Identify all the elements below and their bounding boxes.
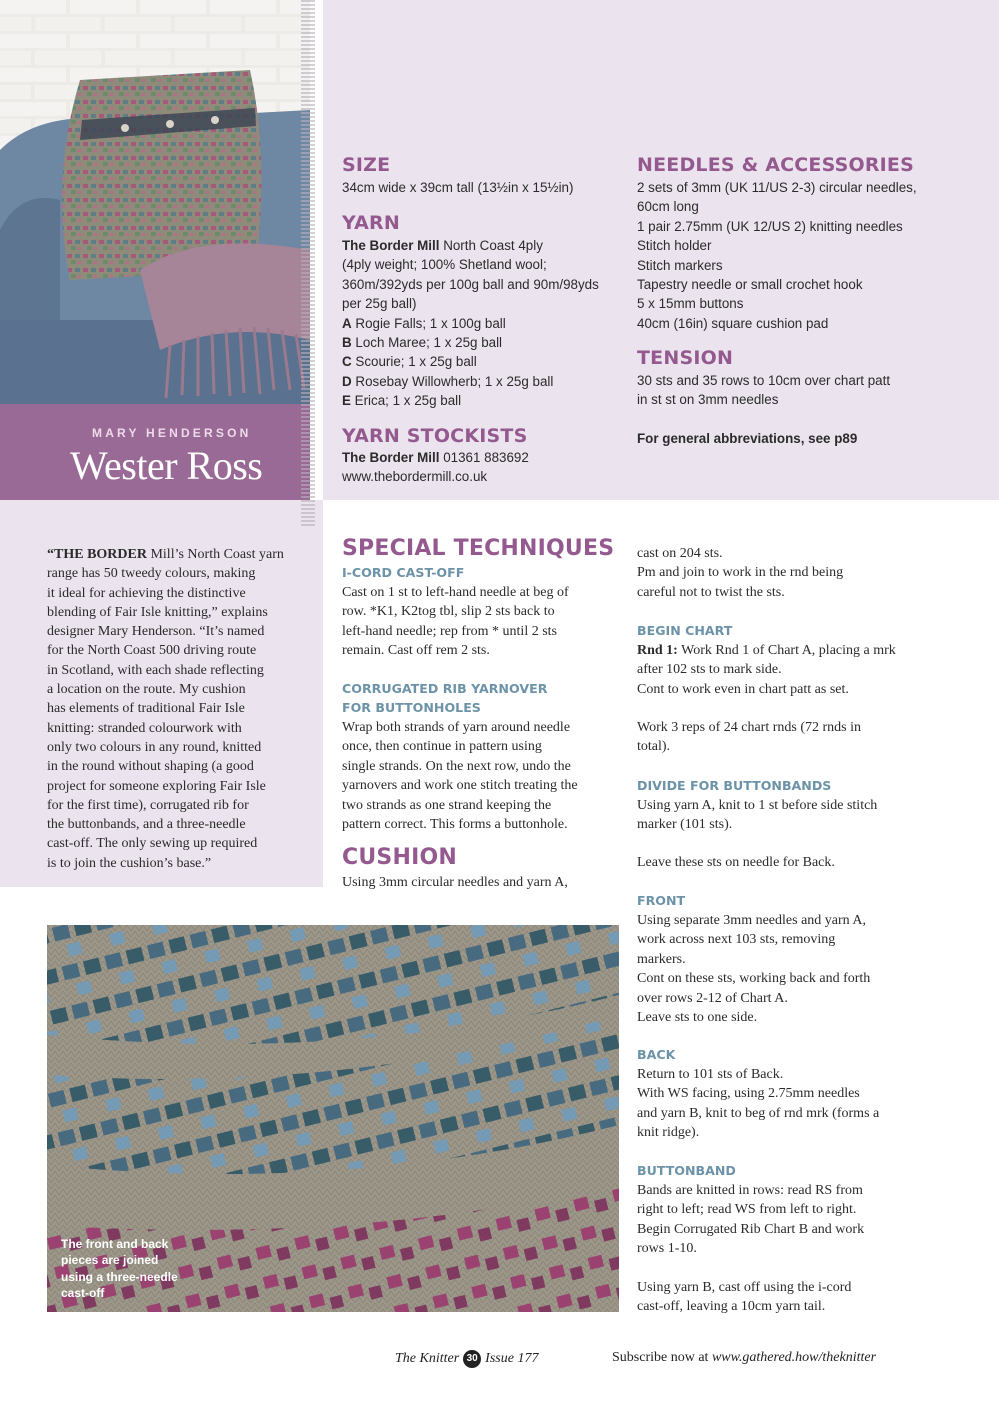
back-line: and yarn B, knit to beg of rnd mrk (forms a — [637, 1105, 880, 1121]
intro-line: range has 50 tweedy colours, making — [47, 566, 256, 582]
yarn-brand-rest: North Coast 4ply — [439, 238, 543, 253]
yarn-colour-text: Scourie; 1 x 25g ball — [351, 354, 477, 370]
back-heading: BACK — [637, 1047, 676, 1062]
icord-line: Cast on 1 st to left-hand needle at beg of — [342, 585, 569, 600]
size-line: 34cm wide x 39cm tall (13½in x 15½in) — [342, 180, 574, 195]
rib-line: single strands. On the next row, undo the — [342, 758, 571, 774]
intro-line: for the first time), corrugated rib for — [47, 797, 249, 813]
tension-line: 30 sts and 35 rows to 10cm over chart patt — [637, 373, 891, 388]
tension-text — [637, 371, 890, 410]
stockist-phone: 01361 883692 — [439, 450, 529, 465]
mauve-throw-image — [140, 230, 310, 400]
icord-line: remain. Cast off rem 2 sts. — [342, 643, 490, 659]
stockist-name: The Border Mill — [342, 450, 440, 465]
special-techniques-heading: SPECIAL TECHNIQUES — [342, 536, 615, 561]
cushion-text — [342, 873, 568, 892]
yarn-colour-letter: A — [342, 315, 352, 331]
cushion-heading: CUSHION — [342, 845, 457, 870]
needles-line: Stitch holder — [637, 238, 712, 254]
yarn-colour-text: Rogie Falls; 1 x 100g ball — [351, 315, 506, 331]
reps-line: Work 3 reps of 24 chart rnds (72 rnds in — [637, 720, 861, 735]
front-line: Leave sts to one side. — [637, 1010, 758, 1026]
yarn-colour-letter: B — [342, 335, 352, 351]
size-heading: SIZE — [342, 154, 391, 176]
back-line: Return to 101 sts of Back. — [637, 1067, 784, 1082]
intro-line: the buttonbands, and a three-needle — [47, 817, 246, 833]
rib-line: once, then continue in pattern using — [342, 739, 542, 755]
intro-line: designer Mary Henderson. “It’s named — [47, 624, 265, 640]
intro-line: it ideal for achieving the distinctive — [47, 585, 246, 601]
intro-line: only two colours in any round, knitted — [47, 739, 262, 755]
rib-line: two strands as one strand keeping the — [342, 797, 552, 813]
cast-on-line: cast on 204 sts. — [637, 546, 723, 561]
intro-line: cast-off. The only sewing up required — [47, 836, 258, 852]
page-number: 30 — [463, 1350, 481, 1368]
divide-line: Using yarn A, knit to 1 st before side stitch — [637, 798, 878, 813]
front-heading: FRONT — [637, 893, 686, 908]
intro-line: project for someone exploring Fair Isle — [47, 778, 266, 794]
intro-line: in Scotland, with each shade reflecting — [47, 662, 264, 678]
footer-magazine — [395, 1350, 538, 1368]
icord-text — [342, 583, 569, 661]
intro-line: has elements of traditional Fair Isle — [47, 701, 245, 717]
cast-on-line: careful not to twist the sts. — [637, 584, 785, 600]
band-line: rows 1-10. — [637, 1241, 697, 1257]
needles-line: 40cm (16in) square cushion pad — [637, 315, 829, 331]
band-line: right to left; read WS from left to right. — [637, 1202, 857, 1218]
rib-line: yarnovers and work one stitch treating the — [342, 778, 578, 794]
divide-heading: DIVIDE FOR BUTTONBANDS — [637, 778, 832, 793]
cast-on-text — [637, 544, 843, 602]
yarn-desc-line: per 25g ball) — [342, 296, 417, 312]
band-line: Bands are knitted in rows: read RS from — [637, 1183, 863, 1198]
band-line: Begin Corrugated Rib Chart B and work — [637, 1221, 865, 1237]
leave-line: Leave these sts on needle for Back. — [637, 855, 835, 870]
rib-heading-line: CORRUGATED RIB YARNOVER — [342, 681, 548, 696]
intro-line: is to join the cushion’s base.” — [47, 855, 212, 871]
cushion-photo — [0, 0, 310, 404]
stitch-divider — [301, 0, 315, 528]
icord-line: left-hand needle; rep from * until 2 sts — [342, 623, 557, 639]
reps-line: total). — [637, 739, 671, 755]
abbreviations-note — [637, 429, 857, 448]
yarn-colour-text: Erica; 1 x 25g ball — [350, 393, 462, 409]
back-text — [637, 1065, 879, 1143]
intro-line: Mill’s North Coast yarn — [146, 547, 284, 562]
yarn-brand: The Border Mill — [342, 238, 440, 253]
reps-text — [637, 718, 861, 757]
caption-line: cast-off — [61, 1285, 105, 1300]
rnd-label: Rnd 1: — [637, 643, 678, 658]
begin-chart-heading: BEGIN CHART — [637, 623, 733, 638]
intro-quote — [47, 545, 301, 873]
yarn-heading: YARN — [342, 212, 400, 234]
intro-line: a location on the route. My cushion — [47, 682, 246, 698]
stockists-details — [342, 448, 529, 487]
back-line: knit ridge). — [637, 1125, 700, 1141]
magazine-name: The Knitter — [395, 1351, 460, 1366]
needles-line: 60cm long — [637, 199, 699, 215]
yarn-colour-letter: C — [342, 354, 352, 370]
footer-subscribe — [612, 1350, 876, 1366]
caption-line: pieces are joined — [61, 1253, 159, 1268]
divide-text — [637, 796, 877, 835]
cast-on-line: Pm and join to work in the rnd being — [637, 565, 844, 581]
front-line: work across next 103 sts, removing — [637, 932, 836, 948]
needles-line: 5 x 15mm buttons — [637, 296, 744, 312]
stockist-website-link[interactable]: www.thebordermill.co.uk — [342, 469, 488, 485]
caption-line: The front and back — [61, 1237, 169, 1251]
needles-line: Stitch markers — [637, 257, 723, 273]
begin-chart-text — [637, 641, 896, 699]
yarn-details — [342, 236, 599, 411]
rib-text — [342, 718, 578, 834]
intro-line: for the North Coast 500 driving route — [47, 643, 257, 659]
icord-line: row. *K1, K2tog tbl, slip 2 sts back to — [342, 604, 555, 620]
needles-line: Tapestry needle or small crochet hook — [637, 277, 863, 293]
front-line: markers. — [637, 951, 686, 967]
needles-list — [637, 178, 917, 333]
designer-name: MARY HENDERSON — [92, 426, 252, 440]
subscribe-text: Subscribe now at — [612, 1350, 712, 1365]
abbreviations-text: For general abbreviations, see p89 — [637, 431, 858, 446]
yarn-desc-line: 360m/392yds per 100g ball and 90m/98yds — [342, 276, 599, 292]
front-line: Cont on these sts, working back and forth — [637, 971, 871, 987]
issue-number: Issue 177 — [485, 1351, 539, 1366]
front-line: Using separate 3mm needles and yarn A, — [637, 913, 866, 928]
icord-heading: I-CORD CAST-OFF — [342, 565, 465, 580]
cast-off-text — [637, 1278, 851, 1317]
intro-line: in the round without shaping (a good — [47, 759, 254, 775]
yarn-colour-letter: D — [342, 373, 352, 389]
tension-line: in st st on 3mm needles — [637, 392, 779, 408]
pattern-title: Wester Ross — [70, 443, 263, 488]
stockists-heading: YARN STOCKISTS — [342, 425, 528, 447]
buttonband-text — [637, 1181, 864, 1259]
tension-heading: TENSION — [637, 347, 734, 369]
buttonband-heading: BUTTONBAND — [637, 1163, 736, 1178]
photo-caption — [61, 1236, 201, 1301]
leave-text — [637, 853, 835, 872]
cast-off-line: Using yarn B, cast off using the i-cord — [637, 1280, 852, 1295]
begin-line: after 102 sts to mark side. — [637, 662, 782, 678]
subscribe-link[interactable]: www.gathered.how/theknitter — [711, 1350, 877, 1365]
size-text — [342, 178, 573, 197]
begin-line: Cont to work even in chart patt as set. — [637, 681, 849, 697]
rib-line: Wrap both strands of yarn around needle — [342, 720, 571, 735]
yarn-colour-text: Rosebay Willowherb; 1 x 25g ball — [351, 373, 554, 389]
front-line: over rows 2-12 of Chart A. — [637, 990, 788, 1006]
caption-line: using a three-needle — [61, 1269, 178, 1284]
rib-heading-line: FOR BUTTONHOLES — [342, 700, 481, 715]
cushion-line: Using 3mm circular needles and yarn A, — [342, 875, 568, 890]
cast-off-line: cast-off, leaving a 10cm yarn tail. — [637, 1299, 826, 1315]
needles-heading: NEEDLES & ACCESSORIES — [637, 154, 915, 176]
back-line: With WS facing, using 2.75mm needles — [637, 1086, 860, 1102]
divide-line: marker (101 sts). — [637, 817, 733, 833]
rib-line: pattern correct. This forms a buttonhole. — [342, 817, 568, 833]
needles-line: 2 sets of 3mm (UK 11/US 2-3) circular needles, — [637, 180, 917, 195]
yarn-desc-line: (4ply weight; 100% Shetland wool; — [342, 257, 547, 273]
intro-line: blending of Fair Isle knitting,” explains — [47, 604, 268, 620]
intro-lead: “THE BORDER — [47, 547, 147, 562]
yarn-colour-text: Loch Maree; 1 x 25g ball — [351, 335, 503, 351]
needles-line: 1 pair 2.75mm (UK 12/US 2) knitting needles — [637, 218, 903, 234]
yarn-colour-letter: E — [342, 393, 351, 409]
intro-line: knitting: stranded colourwork with — [47, 720, 242, 736]
front-text — [637, 911, 870, 1027]
rib-heading — [342, 679, 547, 717]
rnd-text: Work Rnd 1 of Chart A, placing a mrk — [677, 643, 896, 658]
